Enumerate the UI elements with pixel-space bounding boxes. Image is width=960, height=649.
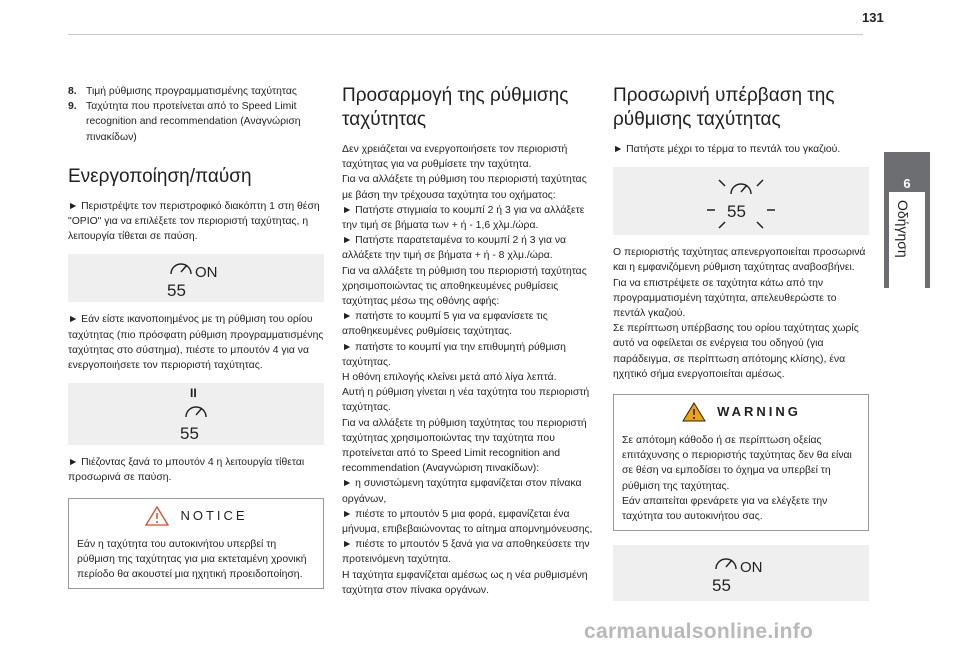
speed-value: 55 <box>712 576 731 596</box>
list-item <box>68 84 324 99</box>
speed-limiter-flashing-icon-box <box>613 167 869 235</box>
warning-box <box>613 394 869 531</box>
paragraph-press-again: ► Πιέζοντας ξανά το μπουτόν 4 η λειτουργία τίθεται προσωρινά σε παύση. <box>68 457 305 484</box>
chapter-tab <box>884 152 930 288</box>
section-heading-override: Προσωρινή υπέρβαση της ρύθμισης ταχύτητας <box>613 85 835 130</box>
paragraph-override-body: Ο περιοριστής ταχύτητας απενεργοποιείται προσωρινά και η εμφανιζόμενη ρύθμιση ταχύτητας αναβοσβήνει. Για να επιστρέψετε σε ταχύτητα κάτω από την προγραμματισμένη ταχύτητα, απελευθερώστε το πεντάλ γκαζιού. Σε περίπτωση υπέρβασης του ορίου ταχύτητας χωρίς αυτό να οφείλεται σε ενέργεια του οδηγού (για παράδειγμα, σε περίπτωση απότομης κλίσης), ένα ηχητικό σήμα ενεργοποιείται αμέσως. <box>613 247 866 380</box>
pause-label: II <box>190 386 197 401</box>
watermark: carmanualsonline.info <box>584 620 814 643</box>
list-number: 8. <box>68 86 77 97</box>
chapter-number: 6 <box>903 176 911 191</box>
column-3 <box>613 84 869 611</box>
on-label: ON <box>740 559 763 577</box>
speed-value: 55 <box>180 424 199 444</box>
speed-limiter-on-icon-box <box>68 254 324 302</box>
paragraph-press-pedal: ► Πατήστε μέχρι το τέρμα το πεντάλ του γκαζιού. <box>613 144 841 155</box>
on-label: ON <box>195 264 218 282</box>
paragraph-press-button-4: ► Εάν είστε ικανοποιημένος με τη ρύθμιση του ορίου ταχύτητας (πιο πρόσφατη ρύθμιση προγραμματισμένης ταχύτητας στο σύστημα), πιέστε το μπουτόν 4 για να ενεργοποιήσετε τον περιοριστή ταχύτητας. <box>68 314 324 372</box>
section-heading-adjust: Προσαρμογή της ρύθμισης ταχύτητας <box>342 85 569 130</box>
warning-triangle-icon <box>681 401 707 423</box>
chapter-title: Οδήγηση <box>895 200 911 258</box>
list-text: Ταχύτητα που προτείνεται από το Speed Limit recognition and recommendation (Αναγνώριση πινακίδων) <box>86 101 301 143</box>
speedometer-icon <box>706 551 776 595</box>
speed-limiter-on-icon-box <box>613 545 869 601</box>
notice-title: NOTICE <box>180 508 248 524</box>
speedometer-icon <box>161 256 231 300</box>
column-2 <box>342 84 598 598</box>
column-1 <box>68 84 324 589</box>
list-number: 9. <box>68 101 77 113</box>
section-heading-activation: Ενεργοποίηση/παύση <box>68 165 252 187</box>
warning-triangle-icon <box>144 505 170 527</box>
warning-title: WARNING <box>717 404 801 420</box>
list-item <box>68 99 324 145</box>
list-text: Τιμή ρύθμισης προγραμματισμένης ταχύτητας <box>86 86 297 97</box>
warning-header <box>614 395 868 429</box>
notice-body: Εάν η ταχύτητα του αυτοκινήτου υπερβεί τη ρύθμιση της ταχύτητας για μια εκτεταμένη χρονική περίοδο θα ακουστεί μια ηχητική προειδοποίηση. <box>77 538 307 581</box>
speed-value: 55 <box>727 202 746 222</box>
speedometer-flashing-icon <box>701 170 781 232</box>
chapter-title-box <box>889 192 925 288</box>
notice-header <box>69 499 323 533</box>
notice-box <box>68 498 324 590</box>
page-number: 131 <box>862 10 884 25</box>
warning-body: Σε απότομη κάθοδο ή σε περίπτωση οξείας επιτάχυνσης ο περιοριστής ταχύτητας δεν θα είναι σε θέση να εμποδίσει το όχημα να υπερβεί τη ρύθμιση της ταχύτητας. Εάν απαιτείται φρενάρετε για να ελέγξετε την ταχύτητα του αυτοκινήτου σας. <box>622 435 852 523</box>
speedometer-pause-icon <box>176 385 216 443</box>
paragraph-adjust-body: Δεν χρειάζεται να ενεργοποιήσετε τον περιοριστή ταχύτητας για να ρυθμίσετε την ταχύτητα. Για να αλλάξετε τη ρύθμιση του περιοριστή ταχύτητας με βάση την τρέχουσα ταχύτητα του οχήματος: ► Πατήστε στιγμιαία το κουμπί 2 ή 3 για να αλλάξετε την τιμή σε βήματα των + ή - 1,6 χλμ./ώρα. ► Πατήστε παρατεταμένα το κουμπί 2 ή 3 για να αλλάξετε την τιμή σε βήματα + ή - 8 χλμ./ώρα. Για να αλλάξετε τη ρύθμιση του περιοριστή ταχύτητας χρησιμοποιώντας τις αποθηκευμένες ρυθμίσεις ταχύτητας μέσω της οθόνης αφής: ► πατήστε το κουμπί 5 για να εμφανίσετε τις αποθηκευμένες ρυθμίσεις ταχύτητας. ► πατήστε το κουμπί για την επιθυμητή ρύθμιση ταχύτητας. Η οθόνη επιλογής κλείνει μετά από λίγα λεπτά. Αυτή η ρύθμιση γίνεται η νέα ταχύτητα του περιοριστή ταχύτητας. Για να αλλάξετε τη ρύθμιση ταχύτητας του περιοριστή ταχύτητας χρησιμοποιώντας την ταχύτητα που προτείνεται από το Speed Limit recognition and recommendation (Αναγνώριση πινακίδων): ► η συνιστώμενη ταχύτητα εμφανίζεται στον πίνακα οργάνων, ► πιέστε το μπουτόν 5 μια φορά, εμφανίζεται ένα μήνυμα, επιβεβαιώνοντας το αίτημα απομνημόνευσης, ► πιέστε το μπουτόν 5 ξανά για να αποθηκεύσετε την προτεινόμενη ταχύτητα. Η ταχύτητα εμφανίζεται αμέσως ως η νέα ρυθμισμένη ταχύτητα στον πίνακα οργάνων. <box>342 144 593 596</box>
header-divider <box>68 34 863 35</box>
speed-value: 55 <box>167 281 186 301</box>
speed-limiter-pause-icon-box <box>68 383 324 445</box>
paragraph-turn-dial: ► Περιστρέψτε τον περιστροφικό διακόπτη 1 στη θέση "OPIO" για να επιλέξετε τον περιοριστή ταχύτητας, η λειτουργία τίθεται σε παύση. <box>68 200 320 243</box>
